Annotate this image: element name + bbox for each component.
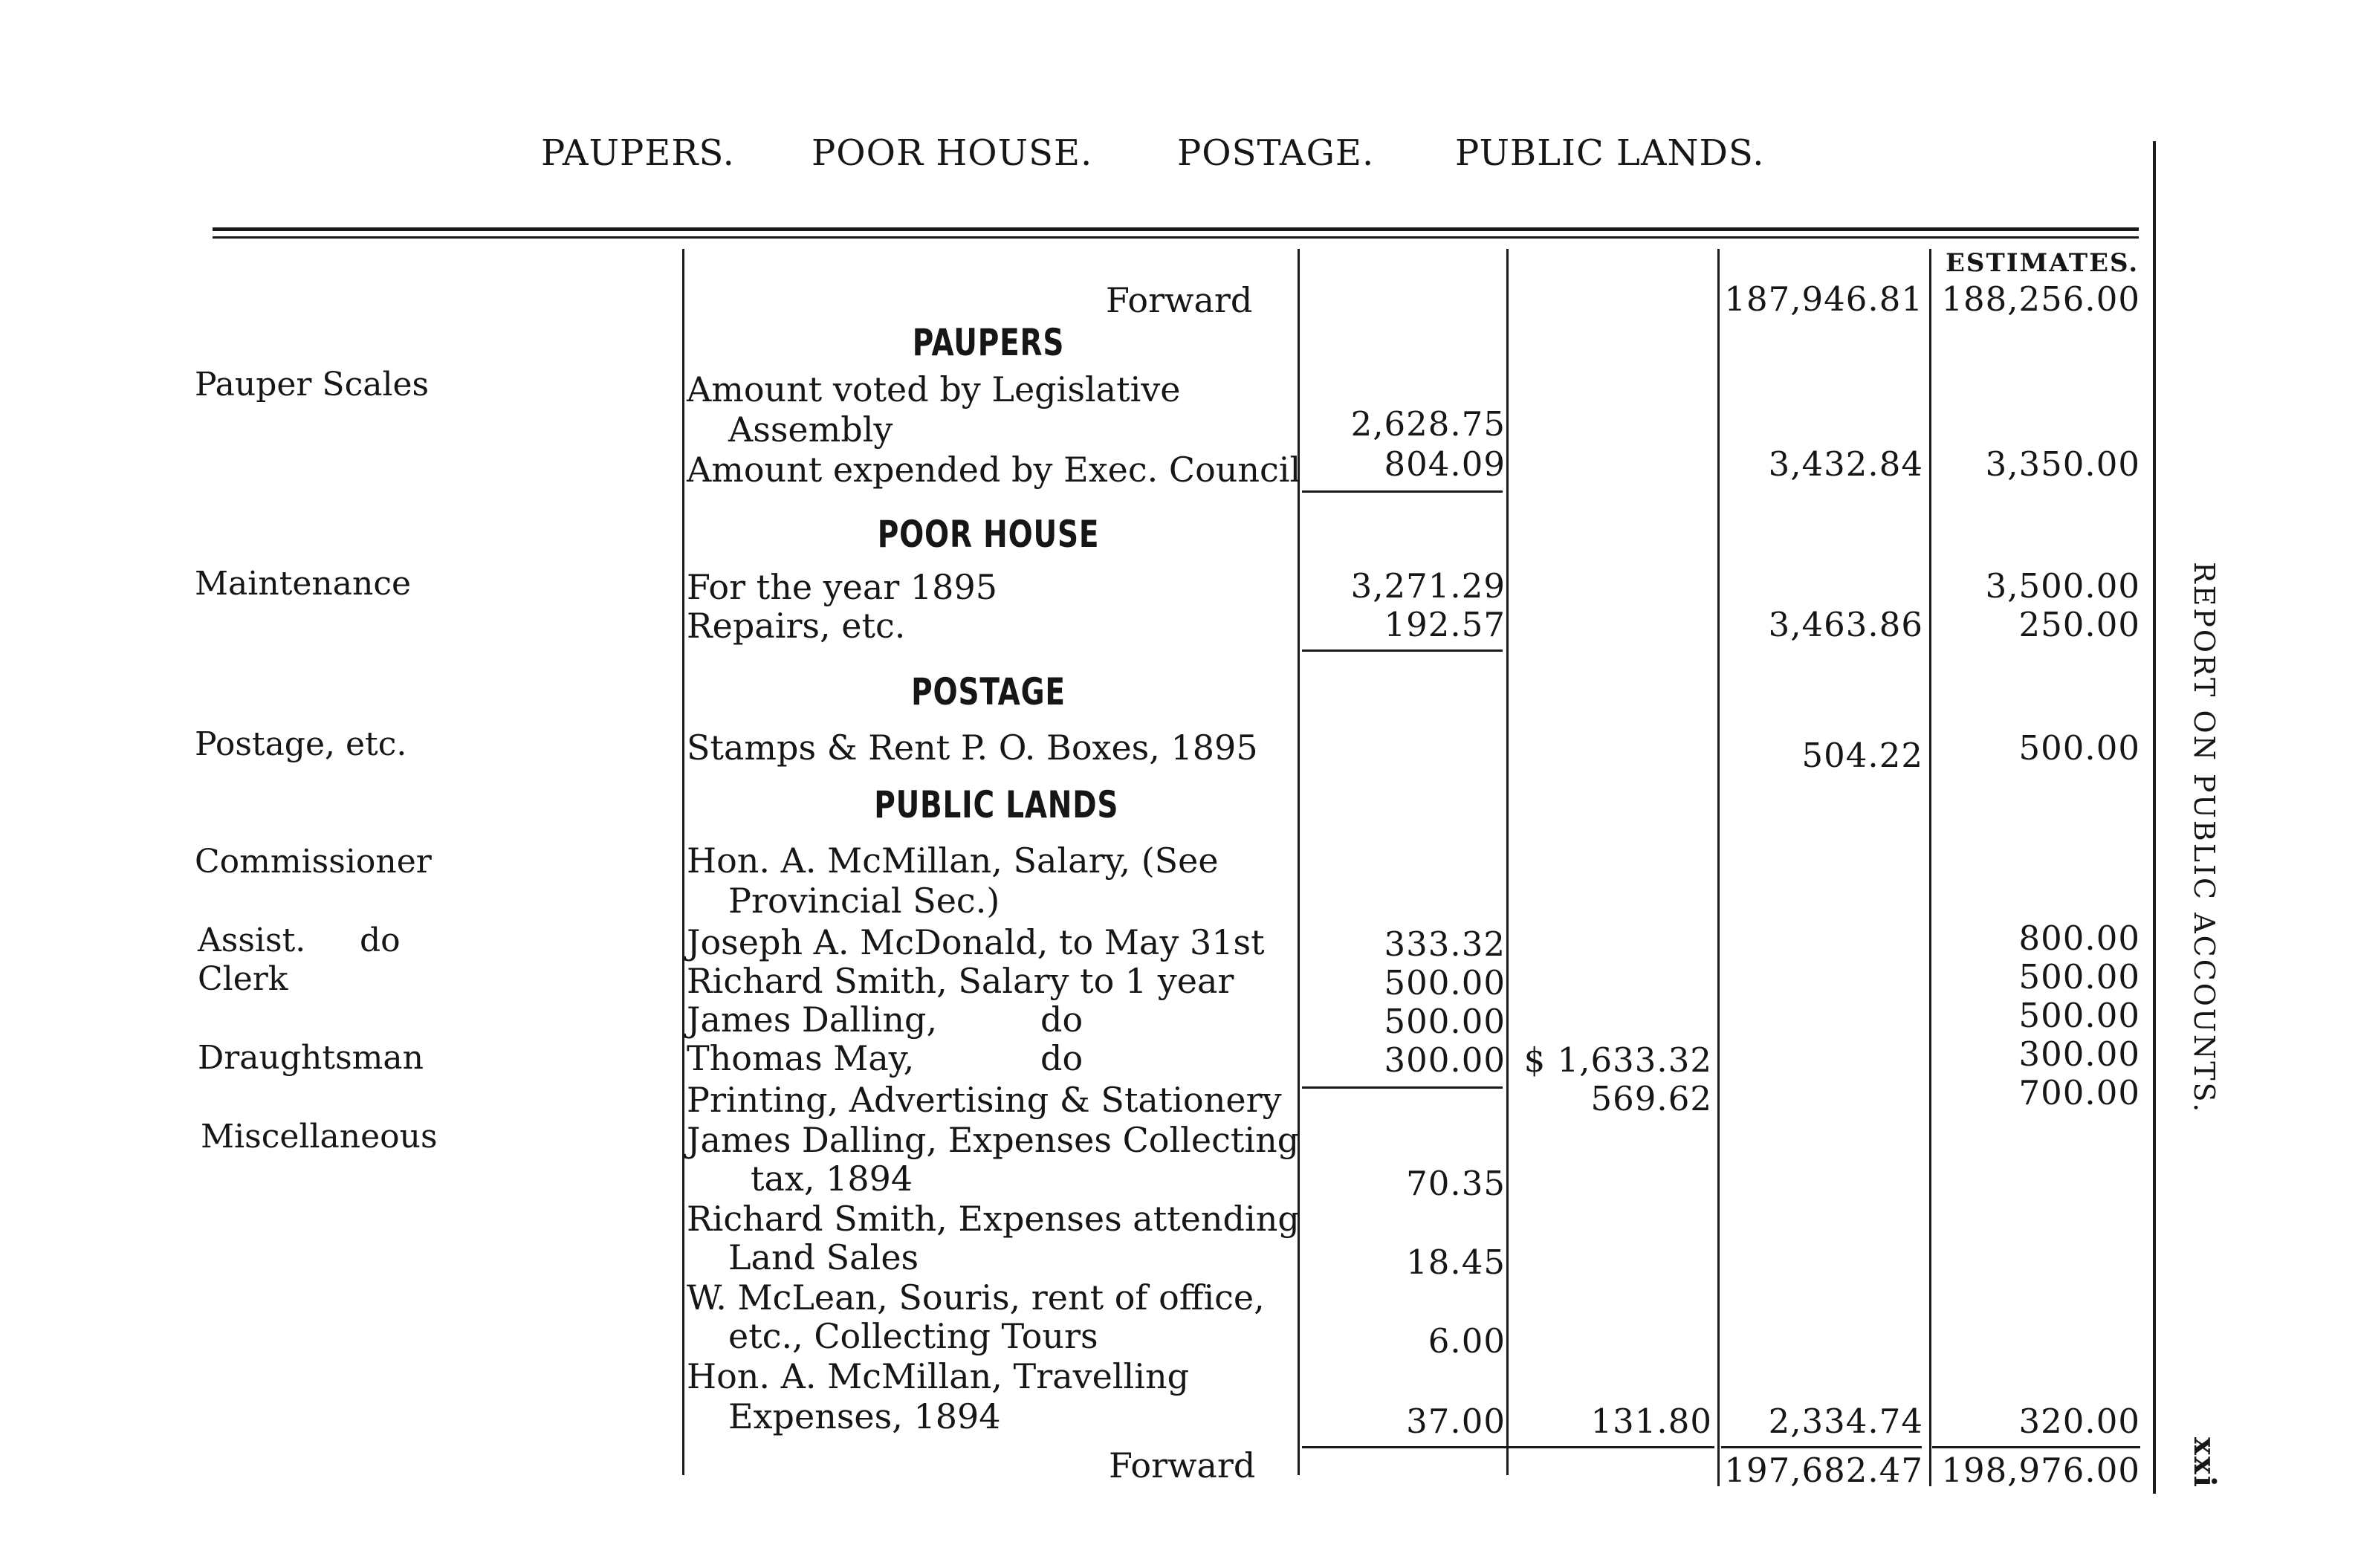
poor-house-subtotal-rule [1302,649,1503,652]
side-running-title: REPORT ON PUBLIC ACCOUNTS. [2188,562,2220,1115]
estimates-label: ESTIMATES. [1946,248,2139,278]
misc-mclean-line2: etc., Collecting Tours [728,1316,1098,1356]
section-public-lands: PUBLIC LANDS [874,783,1119,826]
lands-smith: Richard Smith, Salary to 1 year [687,961,1234,1001]
lands-dalling-do: do [1040,1000,1083,1040]
lands-salaries-total: $ 1,633.32 [1523,1040,1712,1080]
forward-top-estimate: 188,256.00 [1941,279,2140,319]
bottom-rule-total [1721,1446,1922,1448]
misc-dalling-line2: tax, 1894 [751,1159,913,1199]
lands-mcdonald: Joseph A. McDonald, to May 31st [687,922,1265,962]
label-assist: Assist. [198,921,306,959]
section-paupers: PAUPERS [912,321,1065,364]
poor-house-repairs: Repairs, etc. [687,606,906,646]
postage-estimate: 500.00 [2018,728,2140,768]
lands-smith-amount: 500.00 [1384,963,1506,1002]
header-postage: POSTAGE. [1177,132,1375,174]
misc-dalling-line1: James Dalling, Expenses Collecting [687,1120,1300,1160]
misc-smith-line2: Land Sales [728,1237,919,1277]
paupers-estimate: 3,350.00 [1985,444,2140,484]
lands-printing-amount: 569.62 [1590,1079,1712,1118]
misc-dalling-amount: 70.35 [1406,1164,1506,1203]
paupers-total: 3,432.84 [1768,444,1923,484]
misc-smith-line1: Richard Smith, Expenses attending [687,1199,1300,1239]
lands-mcmillan-line1: Hon. A. McMillan, Salary, (See [687,840,1219,881]
lands-may-do: do [1040,1038,1083,1078]
bottom-rule-estimate [1932,1446,2140,1448]
page-number: xxi [2187,1437,2222,1488]
lands-dalling-estimate: 500.00 [2018,996,2140,1035]
lands-mcdonald-estimate: 800.00 [2018,919,2140,958]
forward-bottom-label: Forward [1109,1445,1256,1486]
header-poor-house: POOR HOUSE. [812,132,1093,174]
misc-mclean-line1: W. McLean, Souris, rent of office, [687,1277,1265,1318]
total-column-line [1717,249,1720,1486]
subtotal-column-line [1506,249,1509,1475]
forward-bottom-total: 197,682.47 [1724,1451,1923,1490]
forward-bottom-estimate: 198,976.00 [1941,1451,2140,1490]
label-pauper-scales: Pauper Scales [195,366,430,404]
page-right-border [2153,141,2156,1494]
bottom-rule-amounts [1302,1446,1714,1448]
label-maintenance: Maintenance [195,565,412,603]
misc-total: 131.80 [1590,1402,1712,1441]
poor-house-total: 3,463.86 [1768,605,1923,644]
lands-printing-estimate: 700.00 [2018,1073,2140,1112]
header-paupers: PAUPERS. [541,132,735,174]
lands-mcdonald-amount: 333.32 [1384,924,1506,964]
misc-smith-amount: 18.45 [1406,1243,1506,1282]
label-draughtsman: Draughtsman [198,1039,424,1077]
lands-mcmillan-line2: Provincial Sec.) [728,881,1000,921]
poor-house-repairs-amount: 192.57 [1384,605,1506,644]
header-rule-top [213,227,2139,231]
label-commissioner: Commissioner [195,843,432,881]
poor-house-year: For the year 1895 [687,567,997,607]
forward-top-label: Forward [1106,280,1253,320]
lands-may-amount: 300.00 [1384,1040,1506,1080]
paupers-subtotal-rule [1302,490,1503,493]
lands-smith-estimate: 500.00 [2018,957,2140,997]
poor-house-year-estimate: 3,500.00 [1985,566,2140,606]
poor-house-year-amount: 3,271.29 [1350,566,1506,606]
lands-may: Thomas May, [687,1038,915,1078]
label-postage: Postage, etc. [195,725,407,763]
lands-salaries-rule [1302,1086,1503,1089]
amount-column-line [1298,249,1300,1475]
lands-may-estimate: 300.00 [2018,1034,2140,1074]
paupers-exec: Amount expended by Exec. Council [687,450,1301,490]
misc-mcmillan-amount: 37.00 [1406,1402,1506,1441]
forward-top-total: 187,946.81 [1724,279,1923,319]
label-clerk: Clerk [198,960,288,998]
misc-estimate: 320.00 [2018,1402,2140,1441]
poor-house-repairs-estimate: 250.00 [2018,605,2140,644]
postage-stamps: Stamps & Rent P. O. Boxes, 1895 [687,728,1258,768]
header-rule-bottom [213,236,2139,239]
lands-dalling: James Dalling, [687,1000,938,1040]
estimates-column-line [1929,249,1931,1486]
paupers-voted-line1: Amount voted by Legislative [687,369,1181,409]
paupers-voted-amount: 2,628.75 [1350,404,1506,444]
misc-mcmillan-line2: Expenses, 1894 [728,1396,1001,1436]
lands-dalling-amount: 500.00 [1384,1002,1506,1041]
postage-total: 504.22 [1801,736,1923,775]
desc-column-line [682,249,684,1475]
lands-printing: Printing, Advertising & Stationery [687,1080,1282,1120]
label-assist-do: do [360,921,401,959]
label-miscellaneous: Miscellaneous [201,1118,438,1156]
lands-total: 2,334.74 [1768,1402,1923,1441]
section-postage: POSTAGE [911,670,1066,713]
misc-mcmillan-line1: Hon. A. McMillan, Travelling [687,1356,1190,1396]
section-poor-house: POOR HOUSE [877,513,1100,556]
paupers-exec-amount: 804.09 [1384,444,1506,484]
header-public-lands: PUBLIC LANDS. [1455,132,1765,174]
misc-mclean-amount: 6.00 [1428,1321,1506,1361]
paupers-voted-line2: Assembly [728,409,893,450]
